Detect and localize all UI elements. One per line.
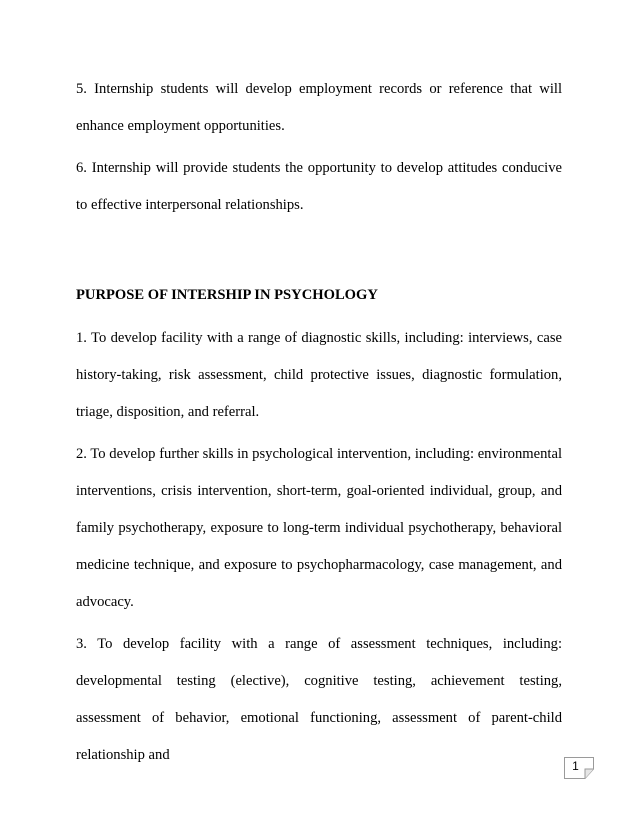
paragraph-purpose-3: 3. To develop facility with a range of assessment techniques, including: developmental testing (elective), cognitive testing, achievement testing, assessment of behavior, emotional functioning, assessment of parent-child relationship and (76, 636, 562, 763)
paragraph-item-6: 6. Internship will provide students the opportunity to develop attitudes conducive to effective interpersonal relationships. (76, 160, 562, 213)
page-number-box (564, 757, 594, 779)
page-number: 1 (572, 759, 579, 773)
paragraph-purpose-1: 1. To develop facility with a range of diagnostic skills, including: interviews, case history-taking, risk assessment, child protective issues, diagnostic formulation, triage, disposition, and referral. (76, 330, 562, 420)
paragraph-purpose-2: 2. To develop further skills in psychological intervention, including: environmental interventions, crisis intervention, short-term, goal-oriented individual, group, and family psychotherapy, exposure to long-term individual psychotherapy, behavioral medicine technique, and exposure to psychopharmacology, case management, and advocacy. (76, 446, 562, 610)
section-heading: PURPOSE OF INTERSHIP IN PSYCHOLOGY (76, 287, 378, 303)
page-content (76, 71, 562, 774)
paragraph-item-5: 5. Internship students will develop employment records or reference that will enhance employment opportunities. (76, 81, 562, 134)
